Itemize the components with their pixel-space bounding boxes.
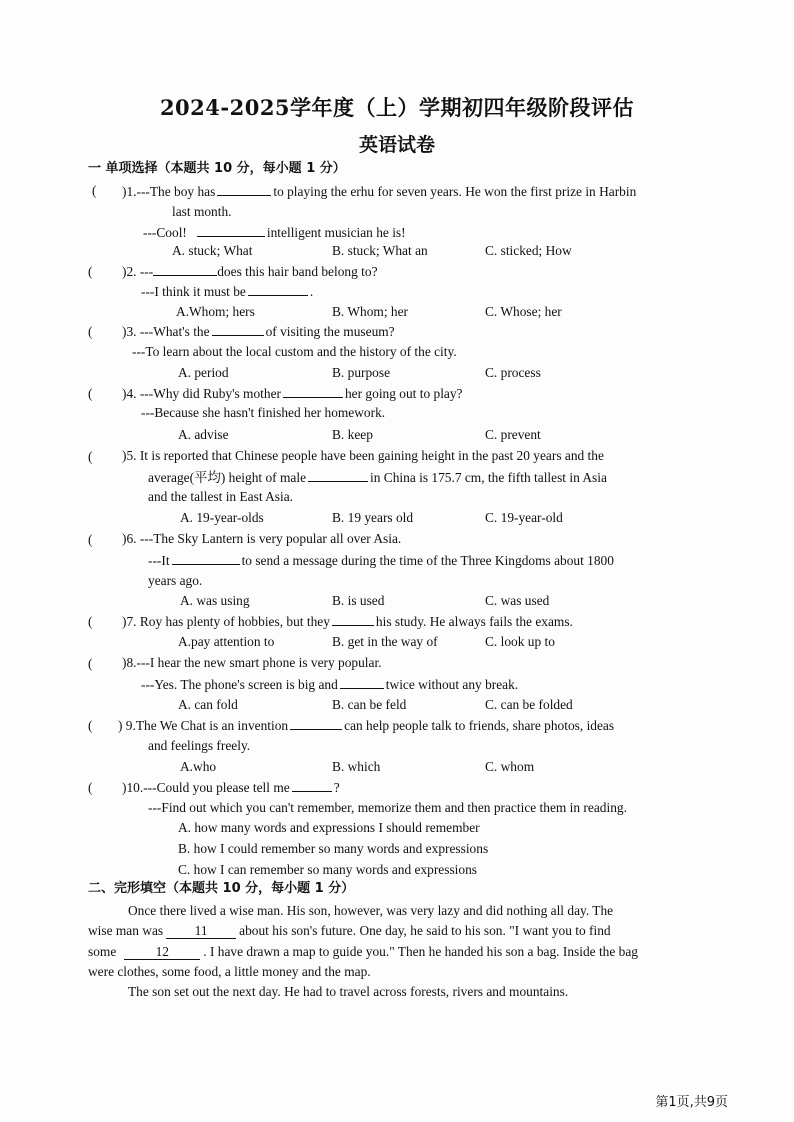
q4-option-c: C. prevent xyxy=(485,427,541,442)
q6-option-b: B. is used xyxy=(332,593,385,608)
q7-option-b: B. get in the way of xyxy=(332,634,438,649)
q4-line2: ---Because she hasn't finished her homework. xyxy=(141,405,386,420)
page-subtitle: 英语试卷 xyxy=(358,134,435,156)
q4-option-b: B. keep xyxy=(332,427,373,442)
q2-option-a: A.Whom; hers xyxy=(176,304,255,319)
q5-option-b: B. 19 years old xyxy=(332,510,414,525)
q10-text-b: ? xyxy=(333,780,340,795)
section2-heading: 二、完形填空（本题共 10 分，每小题 1 分） xyxy=(88,881,355,896)
q9-line2: and feelings freely. xyxy=(148,738,251,753)
q10-option-b: B. how I could remember so many words and expressions xyxy=(178,841,489,856)
q1-option-a: A. stuck; What xyxy=(172,243,253,258)
cloze-text-c: some xyxy=(88,944,117,959)
q1-option-b: B. stuck; What an xyxy=(332,243,428,258)
q10-option-a: A. how many words and expressions I should remember xyxy=(178,820,480,835)
q7-text-a: )7. Roy has plenty of hobbies, but they xyxy=(122,614,330,629)
q6-blank1 xyxy=(172,551,240,565)
answer-paren-q5: ( xyxy=(88,449,93,464)
q7-blank1 xyxy=(332,612,374,626)
q4-text-a: )4. ---Why did Ruby's mother xyxy=(122,386,281,401)
q3-option-c: C. process xyxy=(485,365,541,380)
q6-line2 xyxy=(148,551,614,570)
q8-line1: )8.---I hear the new smart phone is very popular. xyxy=(122,655,382,670)
q1-option-c: C. sticked; How xyxy=(485,243,572,258)
q10-line2: ---Find out which you can't remember, memorize them and then practice them in reading. xyxy=(148,800,627,815)
q1-blank1 xyxy=(217,182,271,196)
q2-line1 xyxy=(122,262,378,281)
answer-paren-q6: ( xyxy=(88,532,93,547)
q3-line1 xyxy=(122,322,395,341)
q5-text-a: average(平均) height of male xyxy=(148,470,307,485)
q10-option-c: C. how I can remember so many words and expressions xyxy=(178,862,477,877)
q5-option-c: C. 19-year-old xyxy=(485,510,563,525)
q5-blank1 xyxy=(308,468,368,482)
q1-blank2 xyxy=(197,223,265,237)
cloze-line2 xyxy=(88,922,611,940)
q2-option-b: B. Whom; her xyxy=(332,304,408,319)
q1-line1 xyxy=(122,182,636,201)
q6-text-a: ---It xyxy=(148,553,170,568)
q6-text-b: to send a message during the time of the Three Kingdoms about 1800 xyxy=(241,553,614,568)
q9-blank1 xyxy=(290,716,342,730)
q5-line1: )5. It is reported that Chinese people have been gaining height in the past 20 years and the xyxy=(122,448,604,463)
q8-option-a: A. can fold xyxy=(178,697,238,712)
q9-line1 xyxy=(118,716,614,735)
cloze-line3 xyxy=(88,943,638,961)
q9-option-b: B. which xyxy=(332,759,381,774)
q2-blank2 xyxy=(248,282,308,296)
q1-reply: ---Cool! xyxy=(143,225,187,240)
q3-line2: ---To learn about the local custom and the history of the city. xyxy=(132,344,457,359)
q8-line2 xyxy=(141,675,518,694)
q9-option-c: C. whom xyxy=(485,759,535,774)
answer-paren-q7: ( xyxy=(88,614,93,629)
q2-blank1 xyxy=(153,262,217,276)
q2-period: . xyxy=(309,284,314,299)
q3-text-a: )3. ---What's the xyxy=(122,324,210,339)
answer-paren-q8: ( xyxy=(88,656,93,671)
cloze-line1: Once there lived a wise man. His son, however, was very lazy and did nothing all day. The xyxy=(128,903,614,918)
section1-heading: 一 单项选择（本题共 10 分，每小题 1 分） xyxy=(88,161,346,176)
q2-text-b: does this hair band belong to? xyxy=(217,264,378,279)
q6-option-c: C. was used xyxy=(485,593,550,608)
q5-line2 xyxy=(148,468,607,487)
q4-blank1 xyxy=(283,384,343,398)
cloze-text-a: wise man was xyxy=(88,923,164,938)
q10-line1 xyxy=(122,778,340,797)
q4-option-a: A. advise xyxy=(178,427,229,442)
q4-line1 xyxy=(122,384,463,403)
q7-line1 xyxy=(122,612,573,631)
q8-option-c: C. can be folded xyxy=(485,697,573,712)
cloze-blank-12: 12 xyxy=(124,944,200,960)
cloze-text-b: about his son's future. One day, he said to his son. "I want you to find xyxy=(239,923,611,938)
q3-blank1 xyxy=(212,322,264,336)
q2-option-c: C. Whose; her xyxy=(485,304,562,319)
cloze-blank-11: 11 xyxy=(166,923,236,939)
q7-text-b: his study. He always fails the exams. xyxy=(375,614,573,629)
q7-option-a: A.pay attention to xyxy=(178,634,275,649)
q8-option-b: B. can be feld xyxy=(332,697,407,712)
cloze-text-d: . I have drawn a map to guide you." Then he handed his son a bag. Inside the bag xyxy=(203,944,638,959)
q3-text-b: of visiting the museum? xyxy=(265,324,395,339)
q1-reply-b: intelligent musician he is! xyxy=(266,225,406,240)
q9-text-a: ) 9.The We Chat is an invention xyxy=(118,718,289,733)
q1-line2: last month. xyxy=(172,204,232,219)
q9-option-a: A.who xyxy=(180,759,217,774)
q5-option-a: A. 19-year-olds xyxy=(180,510,264,525)
answer-paren-q2: ( xyxy=(88,264,93,279)
q10-text-a: )10.---Could you please tell me xyxy=(122,780,290,795)
answer-paren-q1: ( xyxy=(92,183,97,198)
q8-blank1 xyxy=(340,675,384,689)
answer-paren-q4: ( xyxy=(88,386,93,401)
answer-paren-q9: ( xyxy=(88,718,93,733)
q3-option-b: B. purpose xyxy=(332,365,391,380)
cloze-line5: The son set out the next day. He had to travel across forests, rivers and mountains. xyxy=(128,984,569,999)
page-title: 2024-2025学年度（上）学期初四年级阶段评估 xyxy=(159,95,635,120)
q4-text-b: her going out to play? xyxy=(344,386,463,401)
q1-text-a: )1.---The boy has xyxy=(122,184,216,199)
q8-text-a: ---Yes. The phone's screen is big and xyxy=(141,677,338,692)
cloze-line4: were clothes, some food, a little money and the map. xyxy=(88,964,371,979)
q6-line1: )6. ---The Sky Lantern is very popular all over Asia. xyxy=(122,531,402,546)
q10-blank1 xyxy=(292,778,332,792)
q5-line3: and the tallest in East Asia. xyxy=(148,489,294,504)
answer-paren-q3: ( xyxy=(88,324,93,339)
q1-line3 xyxy=(143,223,406,242)
q3-option-a: A. period xyxy=(178,365,229,380)
q1-text-b: to playing the erhu for seven years. He won the first prize in Harbin xyxy=(273,184,637,199)
q5-text-b: in China is 175.7 cm, the fifth tallest in Asia xyxy=(370,470,607,485)
page-number: 第1页,共9页 xyxy=(655,1095,728,1110)
q6-line3: years ago. xyxy=(148,573,203,588)
q2-text-a: )2. --- xyxy=(122,264,154,279)
q7-option-c: C. look up to xyxy=(485,634,555,649)
q9-text-b: can help people talk to friends, share photos, ideas xyxy=(344,718,615,733)
q2-line2 xyxy=(141,282,313,301)
answer-paren-q10: ( xyxy=(88,780,93,795)
q2-reply: ---I think it must be xyxy=(141,284,246,299)
q8-text-b: twice without any break. xyxy=(385,677,519,692)
q6-option-a: A. was using xyxy=(180,593,250,608)
